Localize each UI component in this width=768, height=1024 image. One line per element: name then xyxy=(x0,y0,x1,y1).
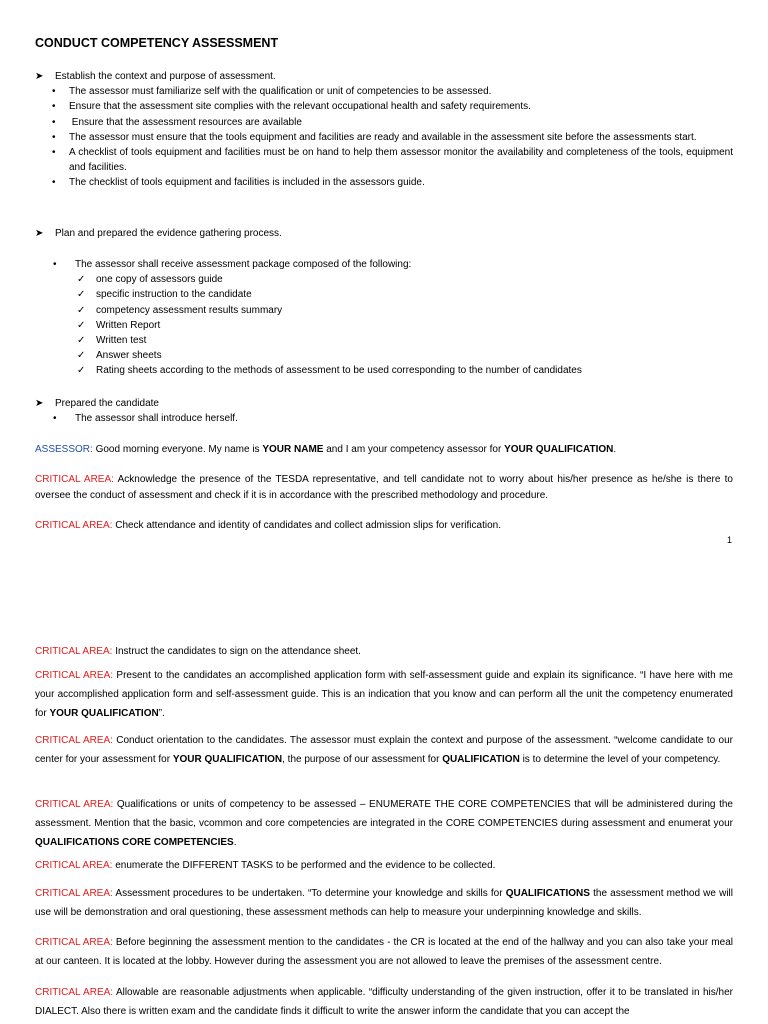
bullet-item: • A checklist of tools equipment and facilities must be on hand to help them assessor monitor the availability and completeness of the tools, equipment and facilities. xyxy=(52,147,733,174)
bullet-item: • Ensure that the assessment resources are available xyxy=(35,115,733,130)
bullet-icon: • xyxy=(53,413,57,425)
check-item: ✓ Answer sheets xyxy=(35,348,733,363)
arrow-bullet-icon: ➤ xyxy=(35,398,44,409)
check-icon: ✓ xyxy=(77,319,86,331)
assessment-package-list xyxy=(35,257,733,379)
critical-area-label: CRITICAL AREA: xyxy=(35,860,113,871)
check-item: ✓ competency assessment results summary xyxy=(35,303,733,318)
document-title: CONDUCT COMPETENCY ASSESSMENT xyxy=(35,36,279,50)
critical-area-paragraph: CRITICAL AREA: Qualifications or units of competency to be assessed – ENUMERATE THE CORE COMPETENCIES that will be administered during the assessment. Mention that the basic, vcommon and core competencies are integrated in the CORE COMPETENCIES during assessment and enumerat your QUALIFICATIONS CORE COMPETENCIES. xyxy=(35,799,733,848)
bullet-icon: • xyxy=(52,147,56,159)
critical-area-label: CRITICAL AREA: xyxy=(35,670,114,681)
check-icon: ✓ xyxy=(77,304,86,316)
critical-area-paragraph: CRITICAL AREA: Conduct orientation to the candidates. The assessor must explain the context and purpose of the assessment. “welcome candidate to our center for your assessment for YOUR QUALIFICATION, the purpose of our assessment for QUALIFICATION is to determine the level of your competency. xyxy=(35,735,733,765)
critical-area-paragraph: CRITICAL AREA: enumerate the DIFFERENT TASKS to be performed and the evidence to be collected. xyxy=(35,860,496,871)
section-prepare-candidate xyxy=(35,396,733,426)
critical-area-label: CRITICAL AREA: xyxy=(35,888,113,899)
bullet-item: • The assessor must ensure that the tools equipment and facilities are ready and available in the assessment site before the assessments start. xyxy=(35,130,733,145)
bullet-item: • The assessor must familiarize self with the qualification or unit of competencies to be assessed. xyxy=(35,84,733,99)
bullet-icon: • xyxy=(52,116,56,128)
arrow-bullet-icon: ➤ xyxy=(35,228,44,239)
critical-area-paragraph: CRITICAL AREA: Assessment procedures to be undertaken. “To determine your knowledge and skills for QUALIFICATIONS the assessment method we will use will be demonstration and oral questioning, these assessment methods can help to measure your underpinning knowledge and skills. xyxy=(35,888,734,918)
critical-area-paragraph: CRITICAL AREA: Instruct the candidates to sign on the attendance sheet. xyxy=(35,646,361,657)
check-item: ✓ specific instruction to the candidate xyxy=(35,287,733,302)
critical-area-label: CRITICAL AREA: xyxy=(35,735,113,746)
check-item: ✓ Written Report xyxy=(35,318,733,333)
bullet-icon: • xyxy=(52,177,56,189)
check-item: ✓ one copy of assessors guide xyxy=(35,272,733,287)
critical-area-paragraph: CRITICAL AREA: Allowable are reasonable adjustments when applicable. “difficulty understanding of the given instruction, offer it to be translated in his/her DIALECT. Also there is written exam and the candidate finds it difficult to write the answer inform the candidate that you can accept the xyxy=(35,987,733,1017)
assessor-line: ASSESSOR: Good morning everyone. My name is YOUR NAME and I am your competency assessor for YOUR QUALIFICATION. xyxy=(35,444,617,455)
bullet-item: • The assessor shall receive assessment package composed of the following: xyxy=(35,257,733,272)
page-gap xyxy=(0,555,768,627)
check-icon: ✓ xyxy=(77,350,86,362)
bullet-icon: • xyxy=(53,259,57,270)
critical-area-label: CRITICAL AREA: xyxy=(35,520,113,531)
page-number: 1 xyxy=(726,535,732,545)
critical-area-label: CRITICAL AREA: xyxy=(35,646,113,657)
check-icon: ✓ xyxy=(77,289,86,301)
bullet-icon: • xyxy=(52,86,56,98)
bullet-item: • Ensure that the assessment site complies with the relevant occupational health and safety requirements. xyxy=(35,99,733,114)
arrow-item: ➤ Plan and prepared the evidence gathering process. xyxy=(35,226,733,241)
critical-area-label: CRITICAL AREA: xyxy=(35,799,114,810)
arrow-bullet-icon: ➤ xyxy=(35,71,44,82)
section-establish-context xyxy=(35,69,733,191)
arrow-item: ➤ Establish the context and purpose of assessment. xyxy=(35,69,733,84)
bullet-item: • The checklist of tools equipment and facilities is included in the assessors guide. xyxy=(35,175,733,190)
assessor-label: ASSESSOR: xyxy=(35,444,93,455)
critical-area-label: CRITICAL AREA: xyxy=(35,937,113,948)
arrow-item: ➤ Prepared the candidate xyxy=(35,396,733,411)
check-item: ✓ Written test xyxy=(35,333,733,348)
bullet-icon: • xyxy=(52,101,56,113)
critical-area-label: CRITICAL AREA: xyxy=(35,474,114,485)
bullet-icon: • xyxy=(52,131,56,143)
check-icon: ✓ xyxy=(77,365,86,377)
check-icon: ✓ xyxy=(77,335,86,347)
page-2 xyxy=(0,627,768,1024)
critical-area-paragraph: CRITICAL AREA: Check attendance and identity of candidates and collect admission slips for verification. xyxy=(35,520,501,531)
section-plan-evidence xyxy=(35,226,733,241)
check-icon: ✓ xyxy=(77,274,86,286)
check-item: ✓ Rating sheets according to the methods of assessment to be used corresponding to the number of candidates xyxy=(35,363,733,378)
critical-area-label: CRITICAL AREA: xyxy=(35,987,114,998)
bullet-item: • The assessor shall introduce herself. xyxy=(35,411,733,426)
critical-area-paragraph: CRITICAL AREA: Before beginning the assessment mention to the candidates - the CR is located at the end of the hallway and you can also take your meal at our canteen. It is located at the lobby. However during the assessment you are not allowed to leave the premises of the assessment centre. xyxy=(35,937,733,967)
critical-area-paragraph: CRITICAL AREA: Present to the candidates an accomplished application form with self-assessment guide and explain its significance. “I have here with me your accomplished application form and self-assessment guide. This is an indication that you know and can perform all the unit the competency enumerated for YOUR QUALIFICATION”. xyxy=(35,670,733,719)
critical-area-paragraph: CRITICAL AREA: Acknowledge the presence of the TESDA representative, and tell candidate not to worry about his/her presence as he/she is there to oversee the conduct of assessment and check if it is in accordance with the prescribed methodology and procedure. xyxy=(35,474,733,501)
